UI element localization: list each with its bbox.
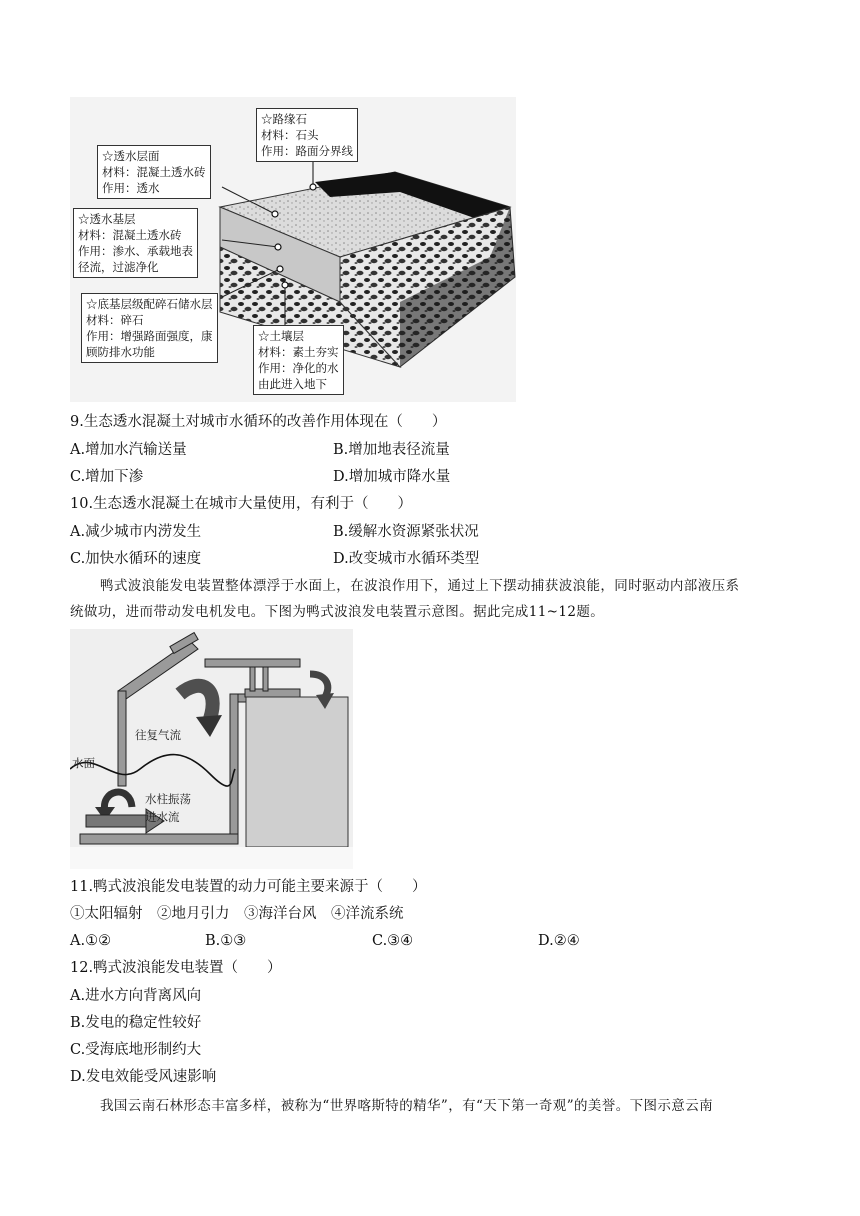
- question-12-option-d: D.发电效能受风速影响: [70, 1069, 217, 1085]
- question-12-option-c: C.受海底地形制约大: [70, 1042, 202, 1058]
- question-11-option-c: C.③④: [372, 933, 414, 949]
- question-11-option-d: D.②④: [538, 933, 580, 949]
- question-11-option-a: A.①②: [70, 933, 112, 949]
- question-10-stem: 10.生态透水混凝土在城市大量使用，有利于（ ）: [70, 496, 413, 512]
- question-12-option-b: B.发电的稳定性较好: [70, 1015, 202, 1031]
- callout-material: 材料：素土夯实: [258, 345, 339, 359]
- callout-function-cont: 顾防排水功能: [86, 345, 155, 359]
- question-9-option-a: A.增加水汽输送量: [70, 442, 187, 458]
- question-10-option-a: A.减少城市内涝发生: [70, 524, 202, 540]
- callout-title: ☆路缘石: [261, 112, 307, 126]
- question-10-option-c: C.加快水循环的速度: [70, 551, 202, 567]
- callout-title: ☆底基层级配碎石储水层: [86, 297, 213, 311]
- callout-function-cont: 由此进入地下: [258, 377, 327, 391]
- question-11-choices: ①太阳辐射 ②地月引力 ③海洋台风 ④洋流系统: [70, 906, 404, 922]
- callout-permeable-surface: [97, 145, 211, 199]
- callout-material: 材料：混凝土透水砖: [78, 228, 182, 242]
- question-10-option-b: B.缓解水资源紧张状况: [333, 524, 479, 540]
- callout-function: 作用：透水: [102, 181, 160, 195]
- passage-duck-line-1: 鸭式波浪能发电装置整体漂浮于水面上，在波浪作用下，通过上下摆动捕获波浪能，同时驱动内部液压系: [100, 578, 740, 594]
- question-11-option-b: B.①③: [205, 933, 247, 949]
- question-12-option-a: A.进水方向背离风向: [70, 988, 202, 1004]
- callout-material: 材料：混凝土透水砖: [102, 165, 206, 179]
- permeable-pavement-diagram: [70, 97, 516, 402]
- duck-wave-device-diagram: [70, 629, 353, 869]
- callout-title: ☆透水基层: [78, 212, 136, 226]
- callout-permeable-base: [73, 208, 198, 278]
- callout-soil-layer: [253, 325, 344, 395]
- callout-function-cont: 径流，过滤净化: [78, 260, 159, 274]
- label-water-inflow: 进水流: [145, 810, 180, 824]
- callout-curbstone: [256, 108, 358, 162]
- callout-material: 材料：石头: [261, 128, 319, 142]
- wave-device-illustration: [70, 629, 353, 869]
- label-water-surface: 水面: [72, 756, 95, 770]
- passage-duck-line-2: 统做功，进而带动发电机发电。下图为鸭式波浪发电装置示意图。据此完成11~12题。: [70, 604, 605, 620]
- callout-function: 作用：净化的水: [258, 361, 339, 375]
- callout-title: ☆透水层面: [102, 149, 160, 163]
- question-9-stem: 9.生态透水混凝土对城市水循环的改善作用体现在（ ）: [70, 414, 447, 430]
- question-11-stem: 11.鸭式波浪能发电装置的动力可能主要来源于（ ）: [70, 879, 427, 895]
- question-9-option-c: C.增加下渗: [70, 469, 144, 485]
- question-12-stem: 12.鸭式波浪能发电装置（ ）: [70, 960, 282, 976]
- question-9-option-b: B.增加地表径流量: [333, 442, 450, 458]
- callout-gravel-storage: [81, 293, 218, 363]
- label-reciprocating-airflow: 往复气流: [135, 728, 181, 742]
- callout-function: 作用：渗水、承载地表: [78, 244, 193, 258]
- callout-material: 材料：碎石: [86, 313, 144, 327]
- label-water-oscillation: 水柱振荡: [145, 792, 191, 806]
- callout-function: 作用：增强路面强度，康: [86, 329, 213, 343]
- question-10-option-d: D.改变城市水循环类型: [333, 551, 480, 567]
- callout-title: ☆土壤层: [258, 329, 304, 343]
- callout-function: 作用：路面分界线: [261, 144, 353, 158]
- question-9-option-d: D.增加城市降水量: [333, 469, 451, 485]
- passage-stone-forest-line-1: 我国云南石林形态丰富多样，被称为“世界喀斯特的精华”，有“天下第一奇观”的美誉。下图示意云南: [100, 1098, 714, 1114]
